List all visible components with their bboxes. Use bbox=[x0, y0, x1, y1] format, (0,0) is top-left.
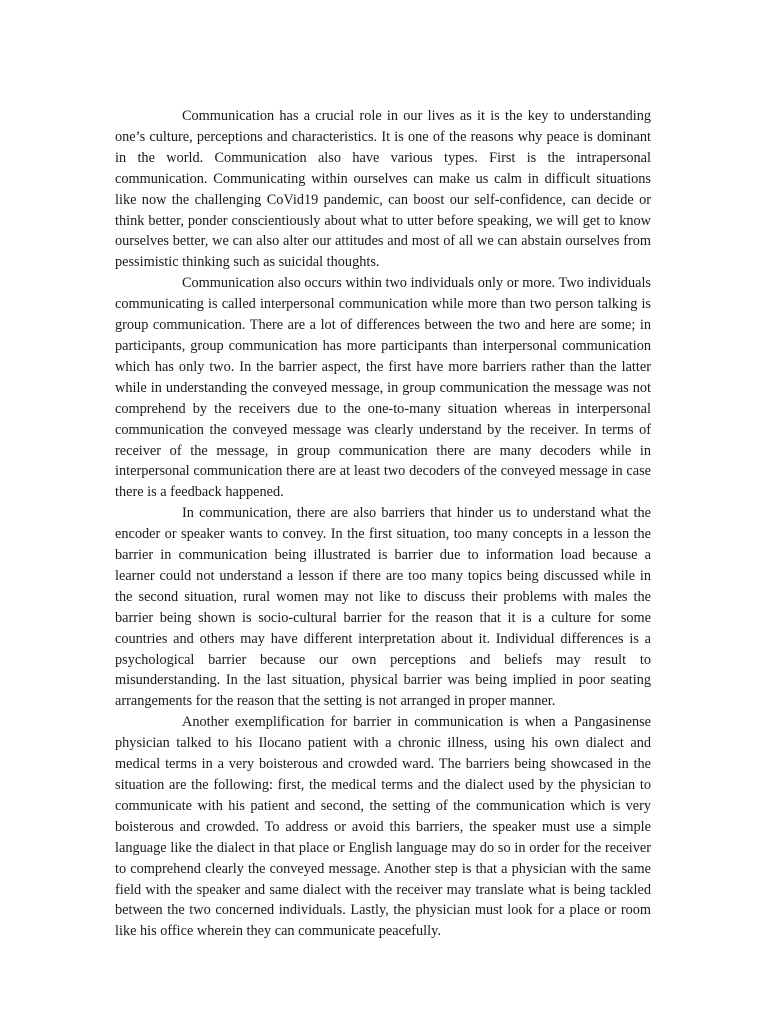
paragraph-communication-barriers: In communication, there are also barriers that hinder us to understand what the encoder or speaker wants to convey. In the first situation, too many concepts in a lesson the barrier in communication being illustrated is barrier due to information load because a learner could not understand a lesson if there are too many topics being discussed while in the second situation, rural women may not like to discuss their problems with males the barrier being shown is socio-cultural barrier for the reason that it is a culture for some countries and others may have different interpretation about it. Individual differences is a psychological barrier because our own perceptions and beliefs may result to misunderstanding. In the last situation, physical barrier was being implied in poor seating arrangements for the reason that the setting is not arranged in proper manner. bbox=[115, 505, 651, 710]
paragraph-barrier-example: Another exemplification for barrier in communication is when a Pangasinense physician talked to his Ilocano patient with a chronic illness, using his own dialect and medical terms in a very boisterous and crowded ward. The barriers being showcased in the situation are the following: first, the medical terms and the dialect used by the physician to communicate with his patient and second, the setting of the communication which is very boisterous and crowded. To address or avoid this barriers, the speaker must use a simple language like the dialect in that place or English language may do so in order for the receiver to comprehend clearly the conveyed message. Another step is that a physician with the same field with the speaker and same dialect with the receiver may translate what is being tackled between the two concerned individuals. Lastly, the physician must look for a place or room like his office wherein they can communicate peacefully. bbox=[115, 714, 651, 940]
paragraph-intrapersonal-communication: Communication has a crucial role in our lives as it is the key to understanding one’s culture, perceptions and characteristics. It is one of the reasons why peace is dominant in the world. Communication also have various types. First is the intrapersonal communication. Communicating within ourselves can make us calm in difficult situations like now the challenging CoVid19 pandemic, can boost our self-confidence, can decide or think better, ponder conscientiously about what to utter before speaking, we will get to know ourselves better, we can also alter our attitudes and most of all we can abstain ourselves from pessimistic thinking such as suicidal thoughts. bbox=[115, 108, 651, 271]
document-page bbox=[115, 106, 651, 942]
paragraph-interpersonal-vs-group: Communication also occurs within two individuals only or more. Two individuals communicating is called interpersonal communication while more than two person talking is group communication. There are a lot of differences between the two and here are some; in participants, group communication has more participants than interpersonal communication which has only two. In the barrier aspect, the first have more barriers rather than the latter while in understanding the conveyed message, in group communication the message was not comprehend by the receivers due to the one-to-many situation whereas in interpersonal communication the conveyed message was clearly understand by the receiver. In terms of receiver of the message, in group communication there are many decoders while in interpersonal communication there are at least two decoders of the conveyed message in case there is a feedback happened. bbox=[115, 275, 651, 501]
